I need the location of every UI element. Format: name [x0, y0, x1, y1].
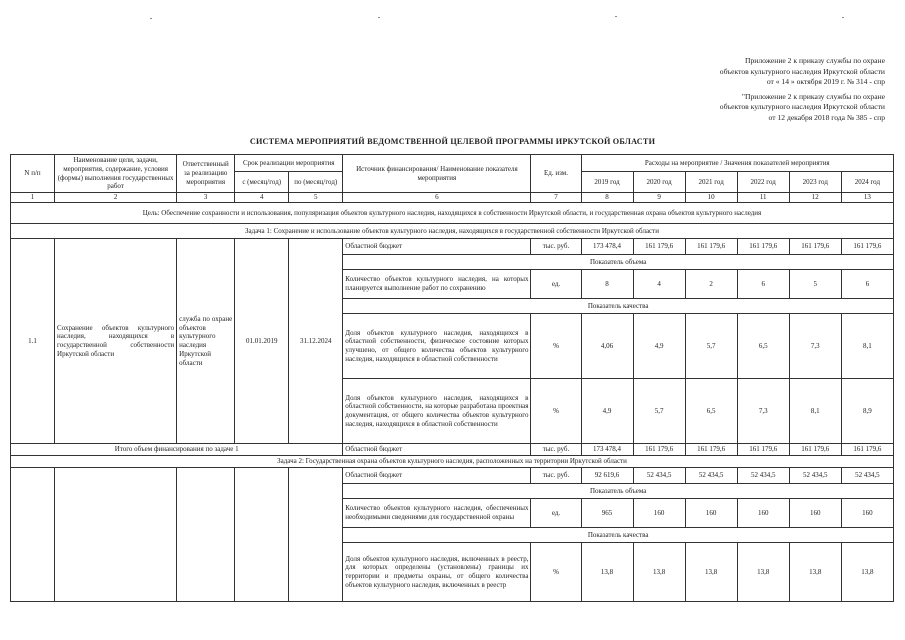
total-unit: тыс. руб.	[531, 444, 581, 456]
indicator-value: 2	[685, 270, 737, 299]
indicator-unit: ед.	[531, 270, 581, 299]
measure2-start	[235, 468, 289, 602]
col-header-resp: Ответственный за реализацию мероприятия	[177, 155, 235, 193]
year-header: 2021 год	[685, 172, 737, 193]
scan-speck	[842, 17, 844, 18]
indicator-unit: %	[531, 314, 581, 379]
total-value: 173 478,4	[581, 444, 633, 456]
budget-value: 52 434,5	[789, 468, 841, 484]
budget-value: 52 434,5	[685, 468, 737, 484]
total-label: Итого объем финансирования по задаче 1	[11, 444, 343, 456]
quality-indicator-header: Показатель качества	[343, 528, 894, 543]
column-number: 11	[737, 193, 789, 203]
scan-speck	[378, 17, 380, 18]
task1-row: Задача 1: Сохранение и использование объектов культурного наследия, находящихся в государственной собственности Иркутской области	[11, 224, 894, 239]
indicator-value: 4,06	[581, 314, 633, 379]
budget-label: Областной бюджет	[343, 239, 531, 255]
budget-value: 161 179,6	[633, 239, 685, 255]
indicator-value: 4,9	[633, 314, 685, 379]
scan-speck	[150, 18, 152, 19]
scan-speck	[615, 16, 617, 17]
quality-indicator-header: Показатель качества	[343, 299, 894, 314]
header-line: объектов культурного наследия Иркутской области	[719, 66, 885, 76]
column-number: 13	[841, 193, 893, 203]
indicator-value: 8,1	[841, 314, 893, 379]
total-value: 161 179,6	[789, 444, 841, 456]
year-header: 2024 год	[841, 172, 893, 193]
total-value: 161 179,6	[633, 444, 685, 456]
column-number: 4	[235, 193, 289, 203]
indicator-value: 8,9	[841, 379, 893, 444]
volume-indicator-header: Показатель объема	[343, 255, 894, 270]
column-number: 8	[581, 193, 633, 203]
total-source: Областной бюджет	[343, 444, 531, 456]
header-line: от « 14 » октября 2019 г. № 314 - спр	[766, 77, 885, 86]
col-header-source: Источник финансирования/ Наименование показателя мероприятия	[343, 155, 531, 193]
col-header-costs: Расходы на мероприятие / Значения показателей мероприятия	[581, 155, 893, 172]
indicator-value: 13,8	[581, 543, 633, 602]
column-number: 1	[11, 193, 55, 203]
header-line: объектов культурного наследия Иркутской области	[719, 102, 885, 111]
indicator-value: 13,8	[633, 543, 685, 602]
indicator-unit: %	[531, 543, 581, 602]
year-header: 2019 год	[581, 172, 633, 193]
total-value: 161 179,6	[737, 444, 789, 456]
col-header-to: по (месяц/год)	[289, 172, 343, 193]
indicator-value: 965	[581, 499, 633, 528]
header-line: Приложение 2 к приказу службы по охране	[745, 56, 885, 65]
indicator-value: 13,8	[685, 543, 737, 602]
indicator-value: 6	[737, 270, 789, 299]
indicator-value: 4	[633, 270, 685, 299]
col-header-from: с (месяц/год)	[235, 172, 289, 193]
budget-unit: тыс. руб.	[531, 239, 581, 255]
measure-number: 1.1	[11, 239, 55, 444]
measure2-name	[55, 468, 177, 602]
indicator-value: 13,8	[789, 543, 841, 602]
column-number: 2	[55, 193, 177, 203]
indicator-value: 7,3	[737, 379, 789, 444]
indicator-value: 5,7	[633, 379, 685, 444]
budget-value: 161 179,6	[737, 239, 789, 255]
budget-value: 52 434,5	[841, 468, 893, 484]
indicator-value: 160	[789, 499, 841, 528]
measure-responsible: служба по охране объектов культурного наследия Иркутской области	[177, 239, 235, 444]
budget-value: 52 434,5	[633, 468, 685, 484]
approval-header	[625, 56, 885, 123]
column-number: 3	[177, 193, 235, 203]
indicator-label: Количество объектов культурного наследия, обеспеченных необходимыми сведениями для государственной охраны	[343, 499, 531, 528]
measure-end: 31.12.2024	[289, 239, 343, 444]
measure-name: Сохранение объектов культурного наследия, находящихся в государственной собственности Иркутской области	[55, 239, 177, 444]
volume-indicator-header: Показатель объема	[343, 484, 894, 499]
measure2-responsible	[177, 468, 235, 602]
col-header-unit: Ед. изм.	[531, 155, 581, 193]
budget-value: 161 179,6	[841, 239, 893, 255]
indicator-value: 8	[581, 270, 633, 299]
col-header-term: Срок реализации мероприятия	[235, 155, 343, 172]
indicator-label: Доля объектов культурного наследия, находящихся в областной собственности, на которые разработана проектная документация, от общего количества объектов культурного наследия, находящихся в областной собственности	[343, 379, 531, 444]
measure2-number	[11, 468, 55, 602]
budget-unit: тыс. руб.	[531, 468, 581, 484]
indicator-value: 160	[633, 499, 685, 528]
column-number: 5	[289, 193, 343, 203]
goal-row: Цель: Обеспечение сохранности и использования, популяризация объектов культурного наследия, находящихся в собственности Иркутской области, и государственная охрана объектов культурного наследия	[11, 203, 894, 224]
indicator-value: 7,3	[789, 314, 841, 379]
program-table	[10, 154, 894, 602]
year-header: 2020 год	[633, 172, 685, 193]
task2-row: Задача 2: Государственная охрана объектов культурного наследия, расположенных на территории Иркутской области	[11, 456, 894, 468]
header-line: "Приложение 2 к приказу службы по охране	[741, 91, 885, 101]
indicator-label: Количество объектов культурного наследия, на которых планируется выполнение работ по сохранению	[343, 270, 531, 299]
indicator-value: 4,9	[581, 379, 633, 444]
year-header: 2023 год	[789, 172, 841, 193]
indicator-label: Доля объектов культурного наследия, находящихся в областной собственности, физическое состояние которых улучшено, от общего количества объектов культурного наследия, находящихся в областной собственности	[343, 314, 531, 379]
budget-label: Областной бюджет	[343, 468, 531, 484]
column-number: 10	[685, 193, 737, 203]
indicator-unit: %	[531, 379, 581, 444]
budget-value: 92 619,6	[581, 468, 633, 484]
budget-value: 161 179,6	[789, 239, 841, 255]
column-number: 7	[531, 193, 581, 203]
column-number-row	[11, 193, 894, 203]
col-header-num: N п/п	[11, 155, 55, 193]
budget-value: 161 179,6	[685, 239, 737, 255]
indicator-value: 160	[685, 499, 737, 528]
indicator-value: 160	[737, 499, 789, 528]
indicator-value: 6	[841, 270, 893, 299]
indicator-value: 6,5	[685, 379, 737, 444]
indicator-value: 5	[789, 270, 841, 299]
col-header-name: Наименование цели, задачи, мероприятия, содержание, условия (формы) выполнения государственных работ	[55, 155, 177, 193]
indicator-value: 13,8	[737, 543, 789, 602]
indicator-label: Доля объектов культурного наследия, включенных в реестр, для которых определены (установлены) границы их территории и предметы охраны, от общего количества объектов культурного наследия, включенных в реестр	[343, 543, 531, 602]
column-number: 12	[789, 193, 841, 203]
measure-start: 01.01.2019	[235, 239, 289, 444]
document-title: СИСТЕМА МЕРОПРИЯТИЙ ВЕДОМСТВЕННОЙ ЦЕЛЕВОЙ ПРОГРАММЫ ИРКУТСКОЙ ОБЛАСТИ	[249, 137, 656, 146]
measure2-end	[289, 468, 343, 602]
indicator-value: 13,8	[841, 543, 893, 602]
indicator-value: 5,7	[685, 314, 737, 379]
indicator-value: 6,5	[737, 314, 789, 379]
total-value: 161 179,6	[685, 444, 737, 456]
indicator-value: 160	[841, 499, 893, 528]
indicator-unit: ед.	[531, 499, 581, 528]
column-number: 6	[343, 193, 531, 203]
indicator-value: 8,1	[789, 379, 841, 444]
budget-value: 52 434,5	[737, 468, 789, 484]
total-value: 161 179,6	[841, 444, 893, 456]
year-header: 2022 год	[737, 172, 789, 193]
budget-value: 173 478,4	[581, 239, 633, 255]
header-line: от 12 декабря 2018 года № 385 - спр	[768, 112, 885, 122]
column-number: 9	[633, 193, 685, 203]
